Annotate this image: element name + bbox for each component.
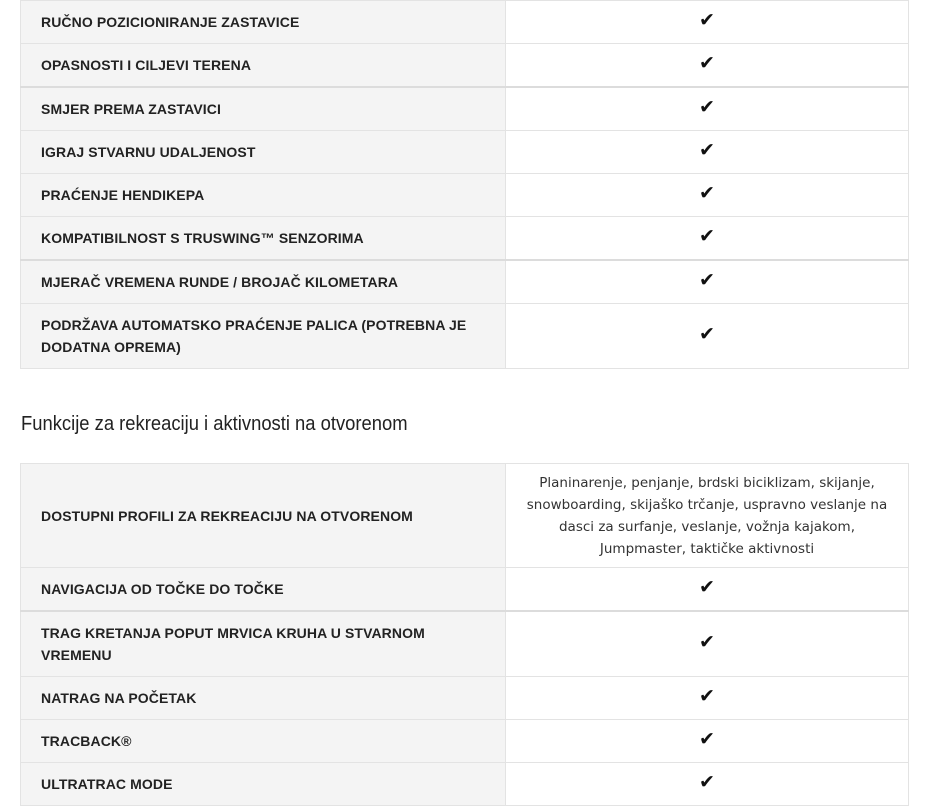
checkmark-icon: ✔ <box>699 9 715 31</box>
table-row <box>21 304 909 369</box>
feature-label: NATRAG NA POČETAK <box>21 677 506 720</box>
feature-label: PRAĆENJE HENDIKEPA <box>21 174 506 217</box>
table-row <box>21 464 909 568</box>
feature-label: RUČNO POZICIONIRANJE ZASTAVICE <box>21 1 506 44</box>
feature-label: IGRAJ STVARNU UDALJENOST <box>21 131 506 174</box>
feature-label: TRACBACK® <box>21 720 506 763</box>
feature-label: DOSTUPNI PROFILI ZA REKREACIJU NA OTVORENOM <box>21 464 506 568</box>
table-row <box>21 1 909 44</box>
feature-label: PODRŽAVA AUTOMATSKO PRAĆENJE PALICA (POTREBNA JE DODATNA OPREMA) <box>21 304 506 369</box>
table-row <box>21 217 909 260</box>
outdoor-features-table <box>20 463 909 806</box>
checkmark-icon: ✔ <box>699 139 715 161</box>
feature-label: SMJER PREMA ZASTAVICI <box>21 87 506 131</box>
checkmark-icon: ✔ <box>699 575 715 598</box>
checkmark-icon: ✔ <box>699 728 715 750</box>
golf-features-table <box>20 0 909 369</box>
table-row <box>21 44 909 87</box>
section-heading: Funkcije za rekreaciju i aktivnosti na otvorenom <box>21 413 408 435</box>
table-row <box>21 720 909 763</box>
table-row <box>21 174 909 217</box>
checkmark-icon: ✔ <box>699 323 715 345</box>
checkmark-icon: ✔ <box>699 630 715 653</box>
feature-label: NAVIGACIJA OD TOČKE DO TOČKE <box>21 568 506 611</box>
checkmark-icon: ✔ <box>699 685 715 707</box>
feature-label: MJERAČ VREMENA RUNDE / BROJAČ KILOMETARA <box>21 260 506 304</box>
table-row <box>21 260 909 304</box>
checkmark-icon: ✔ <box>699 771 715 793</box>
checkmark-icon: ✔ <box>699 224 715 247</box>
table-row <box>21 87 909 131</box>
table-row <box>21 611 909 677</box>
checkmark-icon: ✔ <box>699 95 715 118</box>
feature-label: TRAG KRETANJA POPUT MRVICA KRUHA U STVARNOM VREMENU <box>21 611 506 677</box>
table-row <box>21 677 909 720</box>
table-row <box>21 131 909 174</box>
feature-label: KOMPATIBILNOST S TRUSWING™ SENZORIMA <box>21 217 506 260</box>
feature-label: ULTRATRAC MODE <box>21 763 506 806</box>
feature-label: OPASNOSTI I CILJEVI TERENA <box>21 44 506 87</box>
feature-value-text: Planinarenje, penjanje, brdski biciklizam, skijanje, snowboarding, skijaško trčanje, uspravno veslanje na dasci za surfanje, veslanje, vožnja kajakom, Jumpmaster, taktičke aktivnosti <box>506 464 909 568</box>
table-row <box>21 763 909 806</box>
table-row <box>21 568 909 611</box>
checkmark-icon: ✔ <box>699 51 715 74</box>
checkmark-icon: ✔ <box>699 182 715 204</box>
checkmark-icon: ✔ <box>699 268 715 291</box>
